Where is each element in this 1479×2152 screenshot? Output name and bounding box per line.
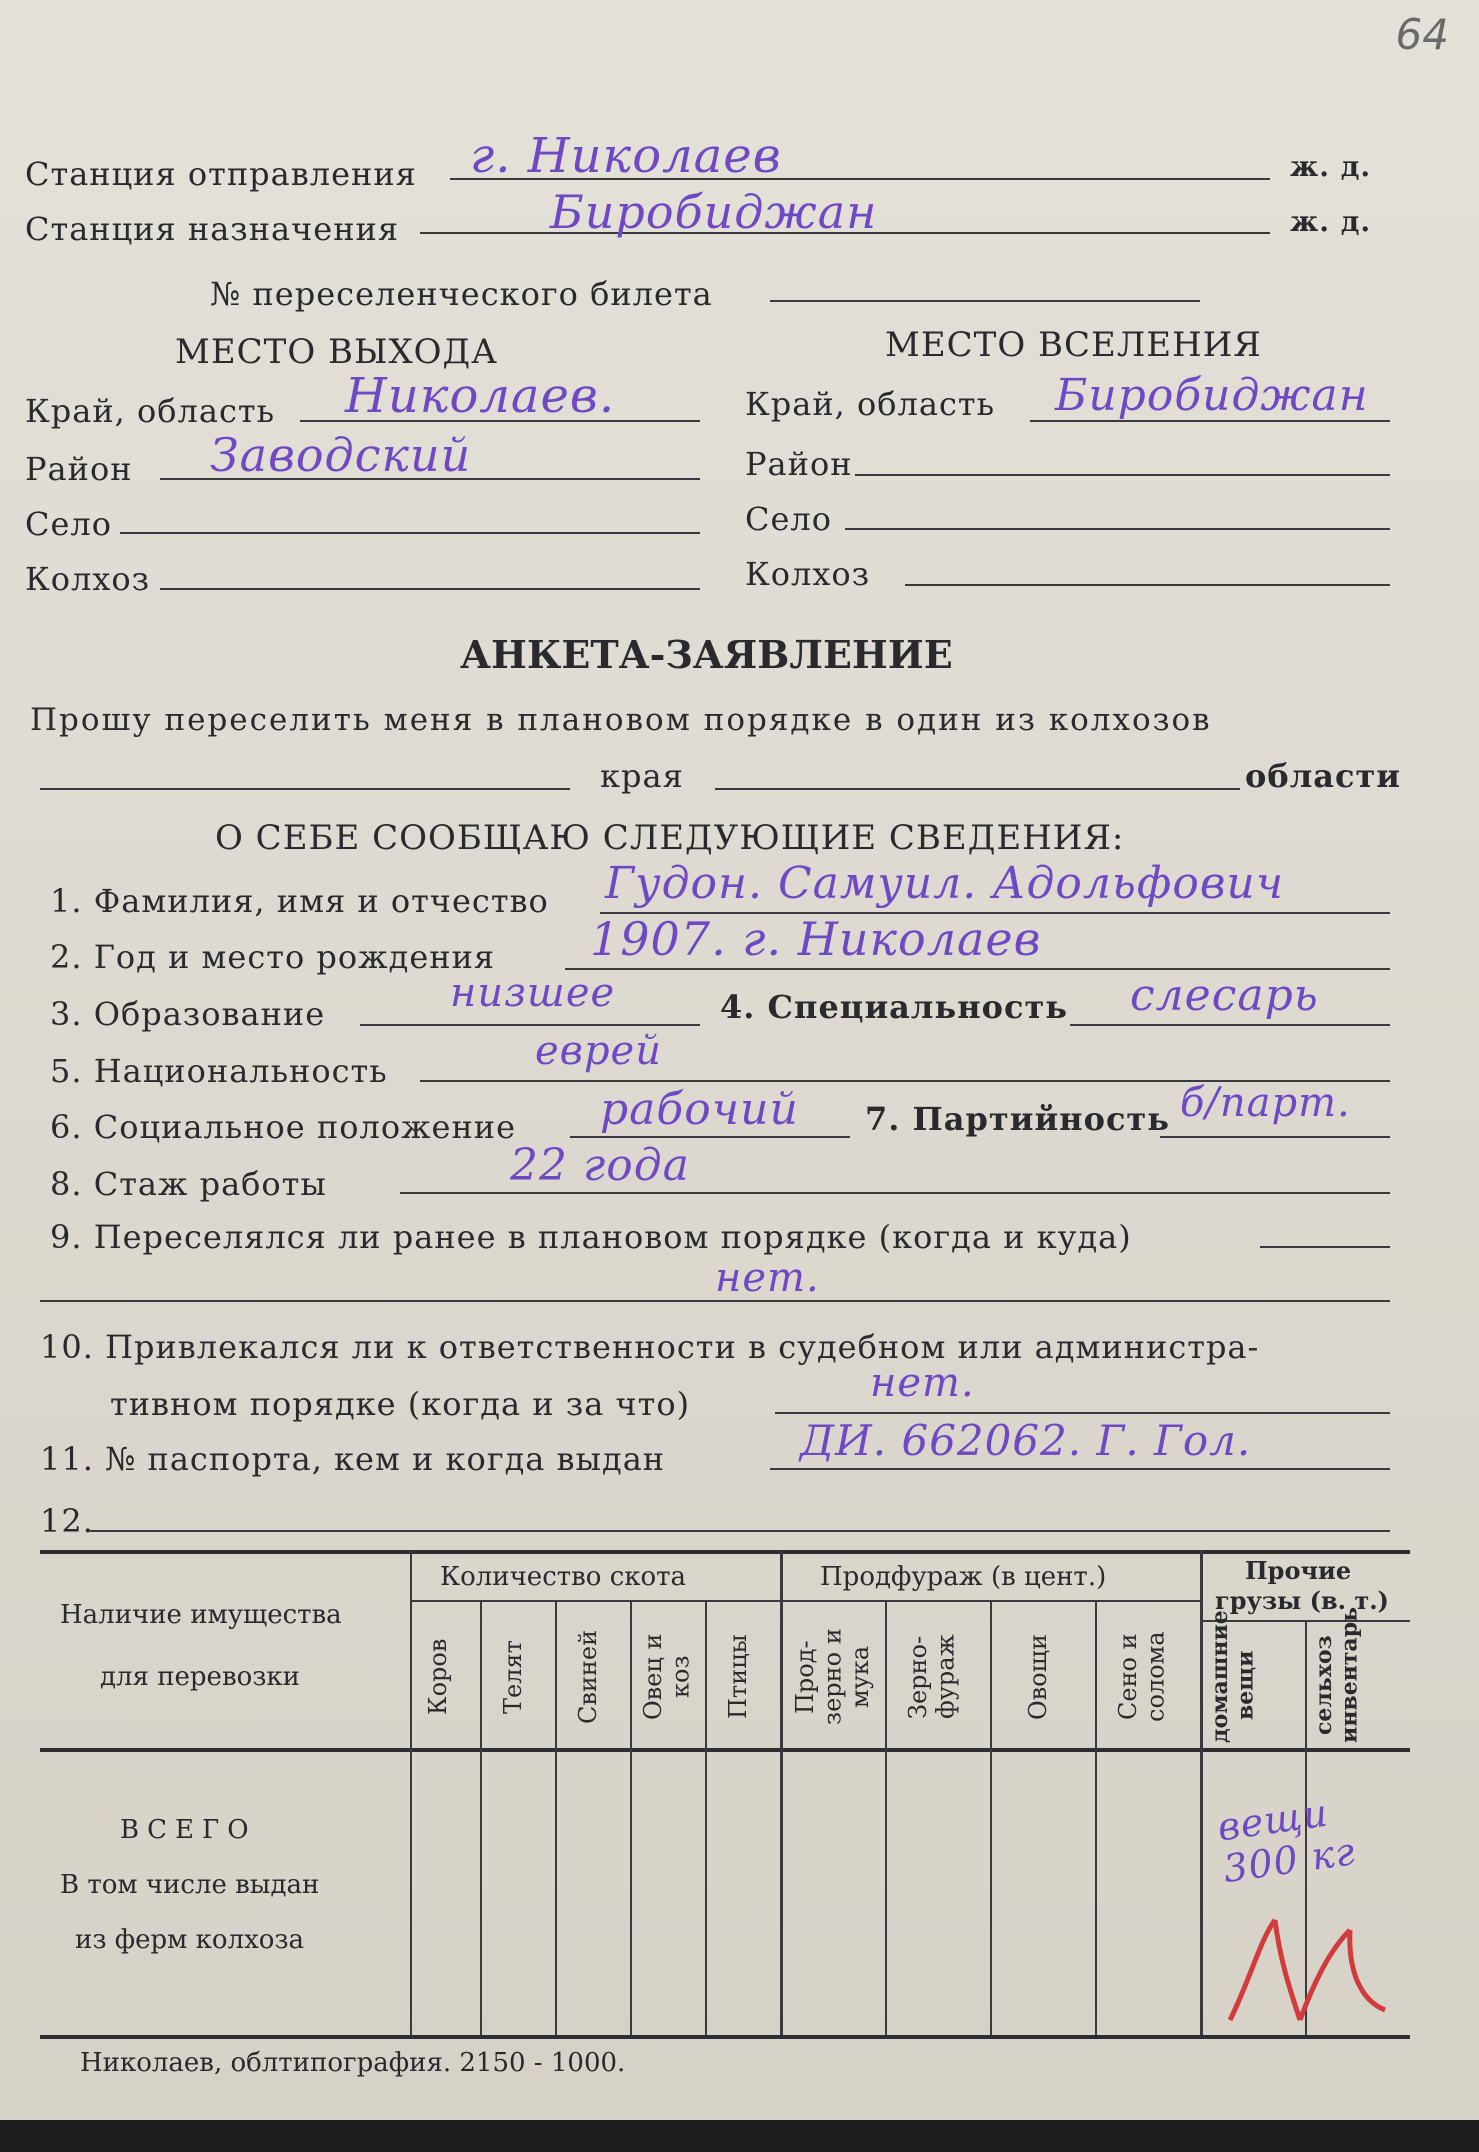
q10-label-line2: тивном порядке (когда и за что) (110, 1385, 691, 1423)
exit-kolkhoz-line (160, 588, 700, 590)
col-grain: Прод-зерно и мука (791, 1628, 875, 1726)
q7-label: 7. Партийность (865, 1100, 1170, 1138)
table-header-divider (40, 1748, 1410, 1752)
incl-line2: из ферм колхоза (75, 1925, 305, 1955)
table-vline-1 (480, 1600, 482, 2035)
q11-label: 11. № паспорта, кем и когда выдан (40, 1440, 666, 1478)
settle-kolkhoz-label: Колхоз (745, 555, 871, 593)
exit-village-label: Село (25, 505, 113, 543)
table-vline-row-header (410, 1550, 412, 2035)
col-pigs: Свиней (574, 1629, 602, 1725)
col-cows: Коров (424, 1638, 452, 1716)
request-oblast-label: области (1245, 757, 1402, 795)
destination-rail-suffix: ж. д. (1290, 205, 1372, 238)
q3-value: низшее (450, 970, 616, 1016)
exit-region-label: Край, область (25, 392, 275, 430)
col-feedgrain: Зерно-фураж (904, 1634, 960, 1720)
scan-border (0, 2120, 1479, 2152)
q11-value: ДИ. 662062. Г. Гол. (800, 1416, 1252, 1465)
request-kray-line (40, 788, 570, 790)
property-table (40, 1550, 1410, 2040)
q12-label: 12. (40, 1502, 94, 1540)
exit-village-line (120, 532, 700, 534)
q10-line (775, 1412, 1390, 1414)
q5-label: 5. Национальность (50, 1052, 388, 1090)
q8-label: 8. Стаж работы (50, 1165, 327, 1203)
q1-label: 1. Фамилия, имя и отчество (50, 882, 549, 920)
q5-value: еврей (535, 1028, 662, 1074)
departure-rail-suffix: ж. д. (1290, 150, 1372, 183)
q8-value: 22 года (510, 1140, 690, 1191)
settle-village-line (845, 528, 1390, 530)
table-bottom-border (40, 2035, 1410, 2039)
col-vegetables: Овощи (1024, 1634, 1052, 1720)
q9-value: нет. (715, 1255, 820, 1301)
exit-district-value: Заводский (210, 428, 472, 482)
q2-label: 2. Год и место рождения (50, 938, 496, 976)
settle-village-label: Село (745, 500, 833, 538)
q11-line (770, 1468, 1390, 1470)
table-vline-group-2 (1200, 1550, 1203, 2035)
q10-label-line1: 10. Привлекался ли к ответственности в судебном или администра- (40, 1328, 1260, 1366)
about-heading: О СЕБЕ СООБЩАЮ СЛЕДУЮЩИЕ СВЕДЕНИЯ: (215, 818, 1125, 858)
ticket-label: № переселенческого билета (210, 275, 713, 313)
settle-region-label: Край, область (745, 385, 995, 423)
request-oblast-line (715, 788, 1240, 790)
q9-line-1 (1260, 1246, 1390, 1248)
col-calves: Телят (499, 1640, 527, 1714)
group-cattle-header: Количество скота (440, 1562, 687, 1592)
incl-line1: В том числе выдан (60, 1870, 320, 1900)
table-group-underline-1 (410, 1600, 780, 1602)
printer-footer: Николаев, облтипография. 2150 - 1000. (80, 2048, 626, 2078)
departure-label: Станция отправления (25, 155, 417, 193)
col-household: домашние вещи (1207, 1610, 1259, 1743)
table-top-border (40, 1550, 1410, 1554)
q6-value: рабочий (600, 1084, 799, 1135)
request-kray-label: края (600, 757, 684, 795)
settle-kolkhoz-line (905, 584, 1390, 586)
q3-line (360, 1024, 700, 1026)
group-feed-header: Продфураж (в цент.) (820, 1562, 1107, 1592)
household-value: вещи 300 кг (1214, 1790, 1358, 1891)
settle-region-value: Биробиджан (1055, 370, 1369, 421)
table-vline-3 (630, 1600, 632, 2035)
q4-line (1070, 1024, 1390, 1026)
red-signature (1220, 1910, 1400, 2030)
q2-value: 1907. г. Николаев (590, 912, 1042, 966)
q6-label: 6. Социальное положение (50, 1108, 517, 1146)
row-header-line2: для перевозки (100, 1662, 300, 1692)
exit-kolkhoz-label: Колхоз (25, 560, 151, 598)
q6-line (570, 1136, 850, 1138)
table-vline-2 (555, 1600, 557, 2035)
q4-value: слесарь (1130, 970, 1319, 1021)
col-tools: сельхоз инвентарь (1311, 1606, 1363, 1743)
destination-label: Станция назначения (25, 210, 400, 248)
exit-district-label: Район (25, 450, 133, 488)
total-label: ВСЕГО (120, 1815, 257, 1845)
q7-value: б/парт. (1180, 1080, 1351, 1126)
page-number: 64 (1395, 10, 1449, 59)
col-hay: Сено и солома (1114, 1631, 1170, 1723)
table-vline-5 (885, 1600, 887, 2035)
request-line: Прошу переселить меня в плановом порядке в один из колхозов (30, 702, 1212, 738)
q4-label: 4. Специальность (720, 988, 1068, 1026)
table-vline-4 (705, 1600, 707, 2035)
settle-district-label: Район (745, 445, 853, 483)
departure-value: г. Николаев (470, 128, 782, 184)
q9-label: 9. Переселялся ли ранее в плановом порядке (когда и куда) (50, 1218, 1132, 1256)
table-group-underline-2 (780, 1600, 1200, 1602)
row-header-line1: Наличие имущества (60, 1600, 342, 1630)
q1-value: Гудон. Самуил. Адольфович (605, 858, 1285, 909)
col-sheep: Овец и коз (639, 1633, 695, 1721)
exit-region-value: Николаев. (345, 368, 616, 424)
q3-label: 3. Образование (50, 995, 326, 1033)
q8-line (400, 1192, 1390, 1194)
settle-place-heading: МЕСТО ВСЕЛЕНИЯ (885, 325, 1262, 365)
q10-value: нет. (870, 1360, 975, 1406)
q7-line (1160, 1136, 1390, 1138)
q12-line (90, 1530, 1390, 1532)
table-vline-7 (1095, 1600, 1097, 2035)
table-vline-group-1 (780, 1550, 783, 2035)
col-birds: Птицы (724, 1634, 752, 1720)
group-other-header-1: Прочие (1245, 1556, 1352, 1585)
ticket-line (770, 300, 1200, 302)
table-vline-6 (990, 1600, 992, 2035)
form-title: АНКЕТА-ЗАЯВЛЕНИЕ (460, 632, 953, 677)
exit-place-heading: МЕСТО ВЫХОДА (175, 332, 498, 372)
settle-district-line (855, 474, 1390, 476)
destination-value: Биробиджан (550, 185, 878, 239)
group-other-header-2: грузы (в. т.) (1215, 1586, 1389, 1615)
